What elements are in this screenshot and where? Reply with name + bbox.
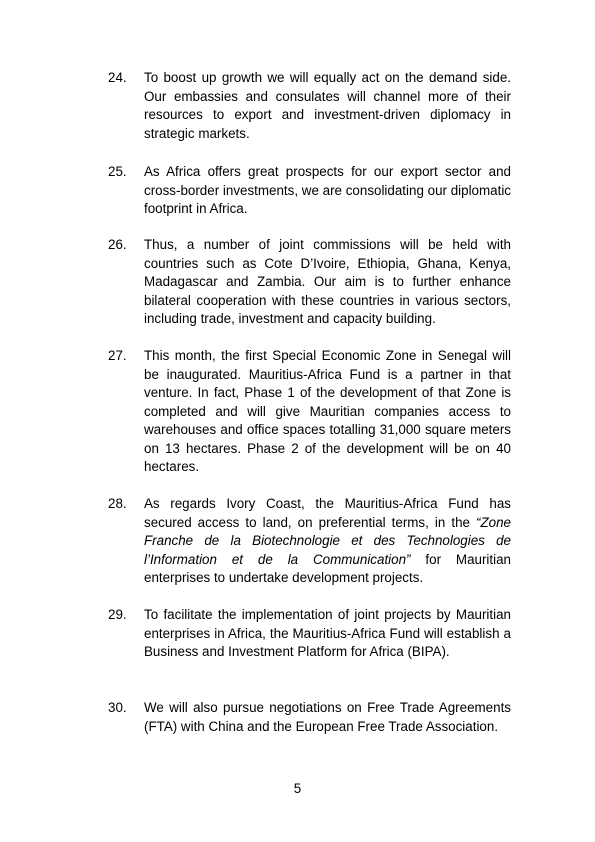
paragraph-24 — [108, 69, 511, 143]
paragraph-text-segment: for Mauritian enterprises to undertake development projects. — [144, 551, 511, 585]
page-number: 5 — [293, 781, 302, 796]
paragraph-29 — [108, 606, 511, 662]
paragraph-text — [144, 347, 511, 477]
paragraph-26 — [108, 236, 511, 329]
paragraph-number: 24. — [108, 70, 127, 85]
paragraph-text-segment: This month, the first Special Economic Zone in Senegal will be inaugurated. Mauritius-Africa Fund is a partner in that venture. In fact, Phase 1 of the development of that Zone is completed and will give Mauritian companies access to warehouses and office spaces totalling 31,000 square meters on 13 hectares. Phase 2 of the development will be on 40 hectares. — [144, 348, 511, 474]
paragraph-text — [144, 163, 511, 219]
paragraph-number: 25. — [108, 164, 127, 179]
paragraph-text-segment: We will also pursue negotiations on Free Trade Agreements (FTA) with China and the European Free Trade Association. — [144, 700, 511, 734]
paragraph-text-segment: As regards Ivory Coast, the Mauritius-Africa Fund has secured access to land, on preferential terms, in the — [144, 496, 511, 530]
paragraph-number: 26. — [108, 237, 127, 252]
paragraph-text-segment: As Africa offers great prospects for our export sector and cross-border investments, we are consolidating our diplomatic footprint in Africa. — [144, 164, 511, 216]
paragraph-number: 29. — [108, 607, 127, 622]
paragraph-number: 27. — [108, 348, 127, 363]
paragraph-text — [144, 495, 511, 588]
paragraph-number: 30. — [108, 700, 127, 715]
paragraph-text — [144, 606, 511, 662]
paragraph-27 — [108, 347, 511, 477]
paragraph-text — [144, 699, 511, 736]
paragraph-25 — [108, 163, 511, 219]
paragraph-28 — [108, 495, 511, 588]
paragraph-text — [144, 236, 511, 329]
paragraph-text — [144, 69, 511, 143]
paragraph-30 — [108, 699, 511, 736]
paragraph-text-segment-italic: “Zone Franche de la Biotechnologie et des Technologies de l’Information et de la Communication” — [144, 514, 511, 567]
paragraph-text-segment: To facilitate the implementation of joint projects by Mauritian enterprises in Africa, the Mauritius-Africa Fund will establish a Business and Investment Platform for Africa (BIPA). — [144, 607, 511, 659]
paragraph-text-segment: To boost up growth we will equally act on the demand side. Our embassies and consulates will channel more of their resources to export and investment-driven diplomacy in strategic markets. — [144, 70, 511, 141]
paragraph-number: 28. — [108, 496, 127, 511]
paragraph-text-segment: Thus, a number of joint commissions will be held with countries such as Cote D’Ivoire, Ethiopia, Ghana, Kenya, Madagascar and Zambia. Our aim is to further enhance bilateral cooperation with these countries in various sectors, including trade, investment and capacity building. — [144, 237, 511, 326]
